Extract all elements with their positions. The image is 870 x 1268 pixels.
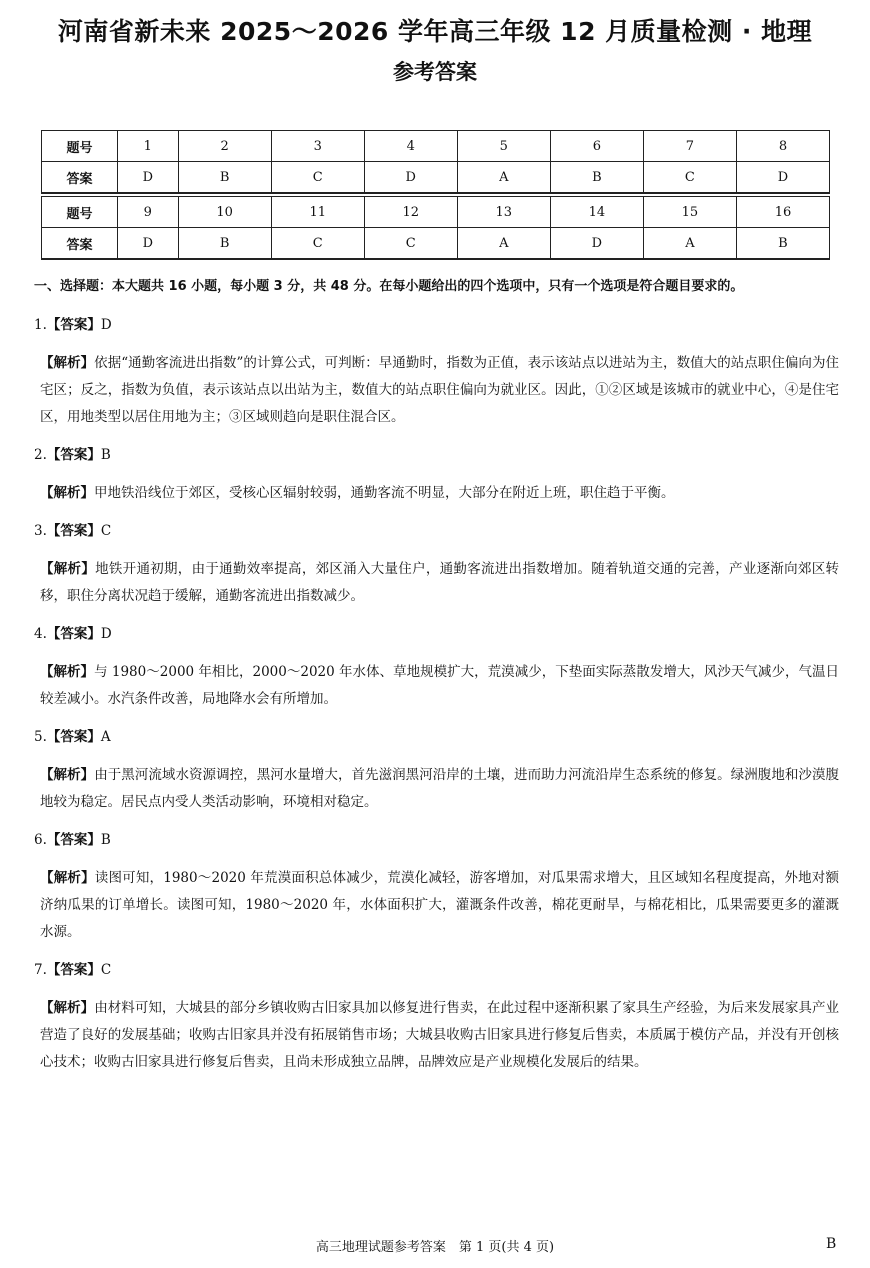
question-number-cell: 9 <box>118 197 179 228</box>
answer-tag: 【答案】 <box>46 832 101 848</box>
answer-line <box>34 724 839 751</box>
question-number-cell: 6 <box>550 131 643 162</box>
answer-cell: D <box>118 162 179 194</box>
question-number-cell: 15 <box>643 197 736 228</box>
question-block <box>34 518 839 610</box>
question-number: 1. <box>34 317 47 333</box>
answer-line <box>34 827 839 854</box>
question-number-cell: 2 <box>178 131 271 162</box>
question-block <box>34 957 839 1076</box>
document-subtitle: 参考答案 <box>393 60 477 84</box>
analysis-text: 由材料可知，大城县的部分乡镇收购古旧家具加以修复进行售卖，在此过程中逐渐积累了家具生产经验，为后来发展家具产业营造了良好的发展基础；收购古旧家具并没有拓展销售市场；大城县收购古旧家具进行修复后售卖，本质属于模仿产品，并没有开创核心技术；收购古旧家具进行修复后售卖，且尚未形成独立品牌，品牌效应是产业规模化发展后的结果。 <box>40 1000 840 1070</box>
question-number: 4. <box>34 626 47 642</box>
question-number-cell: 11 <box>271 197 364 228</box>
answer-tag: 【答案】 <box>46 317 101 333</box>
answer-value: D <box>100 626 112 642</box>
question-block <box>34 827 839 946</box>
answer-line <box>34 442 839 469</box>
analysis-paragraph <box>34 659 839 713</box>
section-intro: 一、选择题：本大题共 16 小题，每小题 3 分，共 48 分。在每小题给出的四个选项中，只有一个选项是符合题目要求的。 <box>34 279 744 294</box>
analysis-paragraph <box>34 995 839 1076</box>
answer-line <box>34 518 839 545</box>
answer-value: A <box>100 729 111 745</box>
analysis-paragraph <box>34 556 839 610</box>
question-number-cell: 13 <box>457 197 550 228</box>
row-label-number: 题号 <box>42 197 118 228</box>
question-number-cell: 10 <box>178 197 271 228</box>
question-number-cell: 12 <box>364 197 457 228</box>
table-row-answers <box>42 162 830 194</box>
answer-tag: 【答案】 <box>46 626 101 642</box>
question-number-cell: 7 <box>643 131 736 162</box>
analysis-text: 依据“通勤客流进出指数”的计算公式，可判断：早通勤时，指数为正值，表示该站点以进站为主，数值大的站点职住偏向为住宅区；反之，指数为负值，表示该站点以出站为主，数值大的站点职住偏向为就业区。因此，①②区域是该城市的就业中心，④是住宅区，用地类型以居住用地为主；③区域则趋向是职住混合区。 <box>40 355 839 425</box>
question-number: 7. <box>34 962 47 978</box>
analysis-text: 与 1980～2000 年相比，2000～2020 年水体、草地规模扩大，荒漠减少，下垫面实际蒸散发增大，风沙天气减少，气温日较差减小。水汽条件改善，局地降水会有所增加。 <box>40 664 839 707</box>
table-row-answers <box>42 228 830 260</box>
answer-value: B <box>100 832 111 848</box>
analysis-paragraph <box>34 865 839 946</box>
answer-cell: A <box>457 162 550 194</box>
analysis-paragraph <box>34 762 839 816</box>
answer-cell: C <box>271 228 364 260</box>
question-number-cell: 16 <box>736 197 829 228</box>
answer-value: B <box>100 447 111 463</box>
question-number: 5. <box>34 729 47 745</box>
answer-cell: D <box>736 162 829 194</box>
question-number-cell: 4 <box>364 131 457 162</box>
table-row-numbers <box>42 131 830 162</box>
analysis-text: 地铁开通初期，由于通勤效率提高，郊区涌入大量住户，通勤客流进出指数增加。随着轨道交通的完善，产业逐渐向郊区转移，职住分离状况趋于缓解，通勤客流进出指数减少。 <box>40 561 840 604</box>
analysis-tag: 【解析】 <box>40 355 95 371</box>
answer-cell: A <box>457 228 550 260</box>
analysis-tag: 【解析】 <box>40 1000 95 1016</box>
answer-cell: C <box>271 162 364 194</box>
answer-tag: 【答案】 <box>46 729 101 745</box>
paper-version-code: B <box>826 1236 837 1252</box>
question-number: 2. <box>34 447 47 463</box>
question-number-cell: 8 <box>736 131 829 162</box>
answer-tag: 【答案】 <box>46 962 101 978</box>
analysis-tag: 【解析】 <box>40 767 95 783</box>
answer-cell: C <box>364 228 457 260</box>
answer-cell: B <box>736 228 829 260</box>
answer-line <box>34 621 839 648</box>
question-number: 3. <box>34 523 47 539</box>
answer-tag: 【答案】 <box>46 447 101 463</box>
answer-table <box>41 130 830 260</box>
question-number: 6. <box>34 832 47 848</box>
answer-cell: B <box>550 162 643 194</box>
question-block <box>34 312 839 431</box>
answer-value: C <box>100 962 112 978</box>
answer-line <box>34 957 839 984</box>
answer-cell: D <box>550 228 643 260</box>
answer-cell: C <box>643 162 736 194</box>
question-number-cell: 3 <box>271 131 364 162</box>
answer-tag: 【答案】 <box>46 523 101 539</box>
document-title: 河南省新未来 2025～2026 学年高三年级 12 月质量检测 · 地理 <box>57 17 813 46</box>
answer-cell: D <box>118 228 179 260</box>
question-block <box>34 621 839 713</box>
answer-value: D <box>100 317 112 333</box>
analysis-text: 由于黑河流域水资源调控，黑河水量增大，首先滋润黑河沿岸的土壤，进而助力河流沿岸生态系统的修复。绿洲腹地和沙漠腹地较为稳定。居民点内受人类活动影响，环境相对稳定。 <box>40 767 840 810</box>
question-number-cell: 1 <box>118 131 179 162</box>
analysis-paragraph <box>34 350 839 431</box>
analysis-paragraph <box>34 480 839 507</box>
row-label-answer: 答案 <box>42 162 118 194</box>
page-footer: 高三地理试题参考答案 第 1 页(共 4 页) <box>315 1240 555 1255</box>
answer-cell: D <box>364 162 457 194</box>
question-block <box>34 442 839 507</box>
analysis-text: 甲地铁沿线位于郊区，受核心区辐射较弱，通勤客流不明显，大部分在附近上班，职住趋于平衡。 <box>94 485 675 501</box>
analysis-tag: 【解析】 <box>40 561 96 577</box>
analysis-text: 读图可知，1980～2020 年荒漠面积总体减少，荒漠化减轻，游客增加，对瓜果需求增大，且区域知名程度提高，外地对额济纳瓜果的订单增长。读图可知，1980～2020 年，水体面积扩大，灌溉条件改善，棉花更耐旱，与棉花相比，瓜果需要更多的灌溉水源。 <box>40 870 839 940</box>
question-number-cell: 14 <box>550 197 643 228</box>
table-row-numbers <box>42 197 830 228</box>
analysis-tag: 【解析】 <box>40 485 94 501</box>
question-block <box>34 724 839 816</box>
question-list <box>34 312 839 1076</box>
row-label-answer: 答案 <box>42 228 118 260</box>
answer-cell: B <box>178 162 271 194</box>
question-number-cell: 5 <box>457 131 550 162</box>
answer-value: C <box>100 523 112 539</box>
answer-line <box>34 312 839 339</box>
answer-cell: A <box>643 228 736 260</box>
document-body <box>34 273 839 1076</box>
analysis-tag: 【解析】 <box>40 870 95 886</box>
analysis-tag: 【解析】 <box>40 664 95 680</box>
answer-cell: B <box>178 228 271 260</box>
row-label-number: 题号 <box>42 131 118 162</box>
